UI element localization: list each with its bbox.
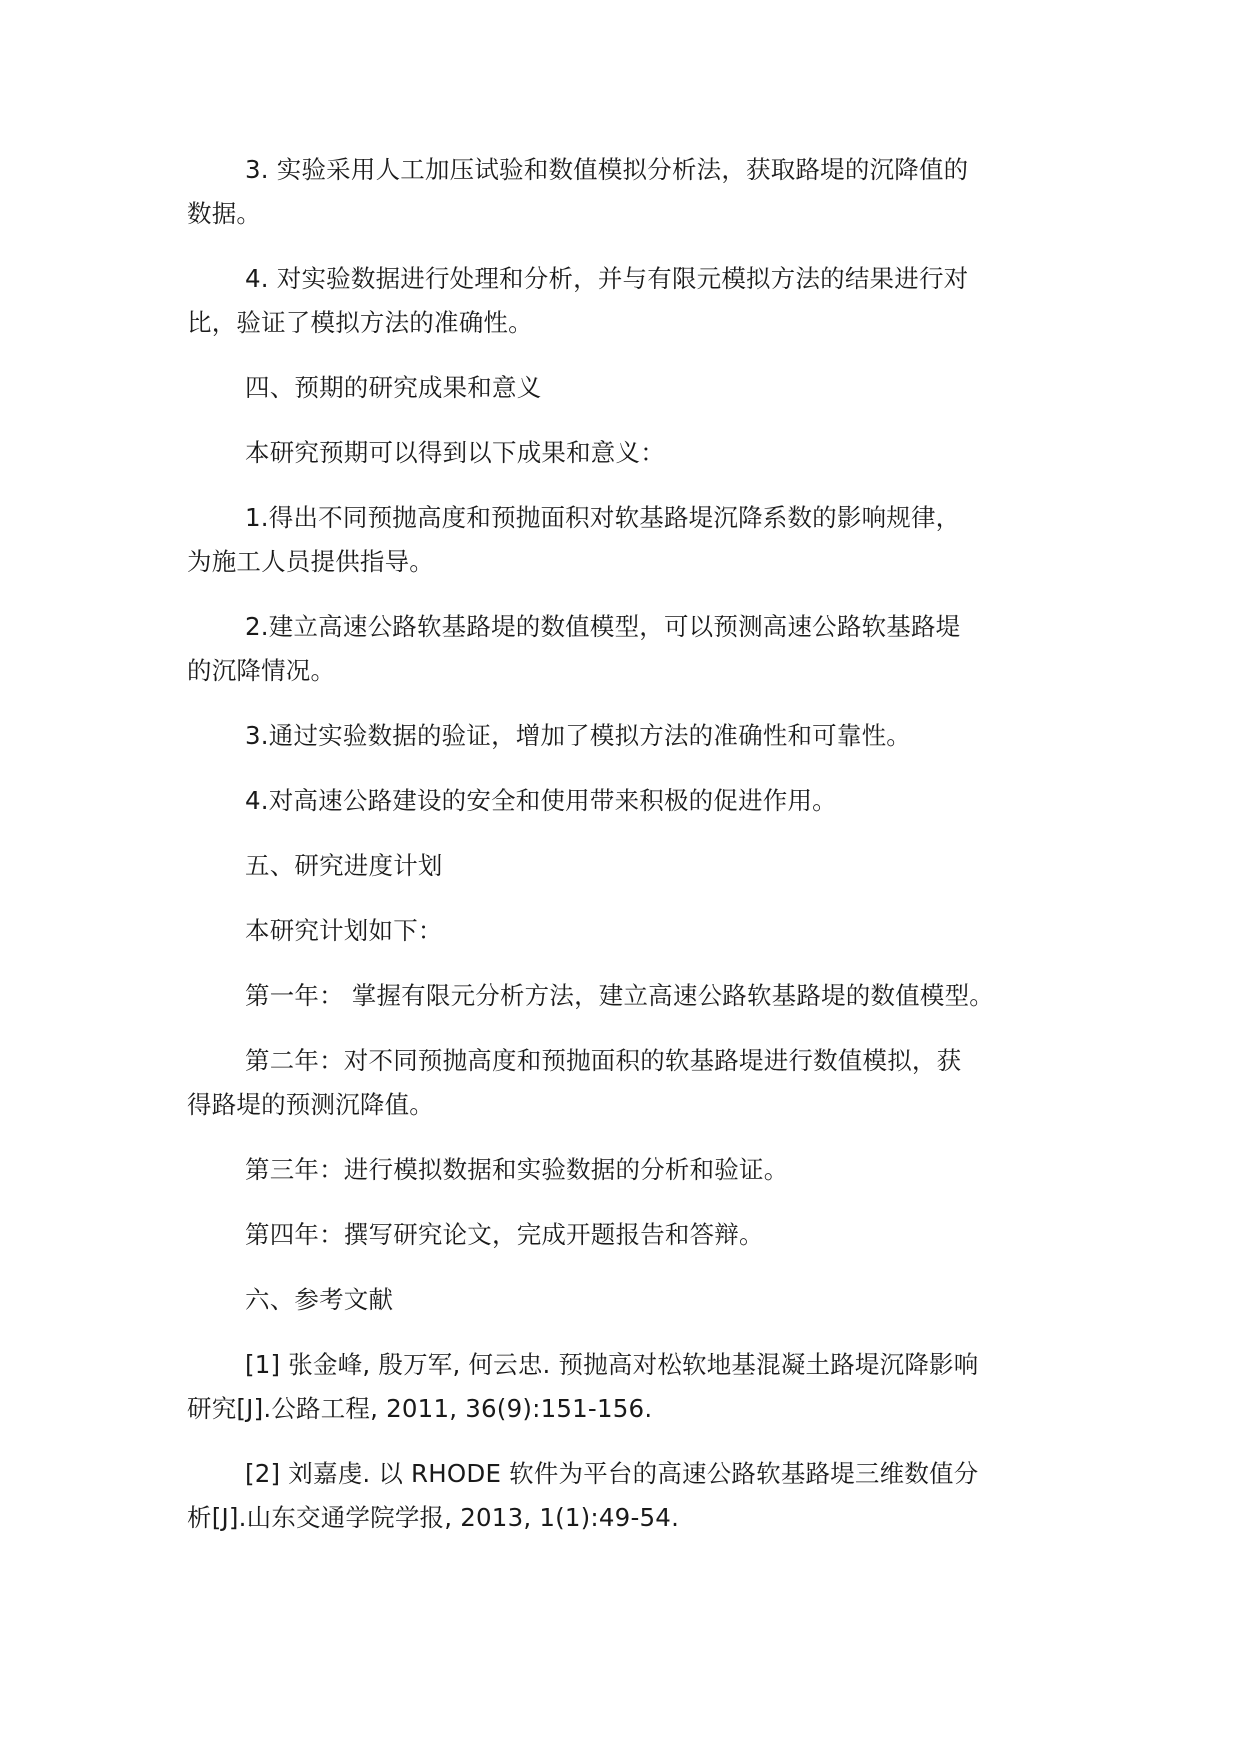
text-line: 第一年： 掌握有限元分析方法，建立高速公路软基路堤的数值模型。 [245,981,994,1010]
text-line: 比，验证了模拟方法的准确性。 [187,308,533,337]
text-line: 1.得出不同预抛高度和预抛面积对软基路堤沉降系数的影响规律， [245,503,961,532]
text-line: 得路堤的预测沉降值。 [187,1090,434,1119]
text-line: 第三年：进行模拟数据和实验数据的分析和验证。 [245,1155,789,1184]
paragraph-year-1 [187,974,1067,1018]
text-line: 研究[J].公路工程, 2011, 36(9):151-156. [187,1394,653,1423]
text-line: 第四年：撰写研究论文，完成开题报告和答辩。 [245,1220,764,1249]
text-line: 五、研究进度计划 [245,851,443,880]
text-line: [2] 刘嘉虔. 以 RHODE 软件为平台的高速公路软基路堤三维数值分 [245,1459,979,1488]
text-line: 3.通过实验数据的验证，增加了模拟方法的准确性和可靠性。 [245,721,911,750]
paragraph-result-1 [187,496,1067,584]
text-line: 2.建立高速公路软基路堤的数值模型，可以预测高速公路软基路堤 [245,612,961,641]
text-line: 本研究预期可以得到以下成果和意义： [245,438,665,467]
paragraph-intro-results [187,431,1067,475]
paragraph-year-4 [187,1213,1067,1257]
text-line: 的沉降情况。 [187,656,336,685]
text-line: 3. 实验采用人工加压试验和数值模拟分析法，获取路堤的沉降值的 [245,155,969,184]
text-line: 六、参考文献 [245,1285,394,1314]
paragraph-result-4 [187,779,1067,823]
document-page [187,148,1067,1561]
text-line: 本研究计划如下： [245,916,443,945]
paragraph-method-4 [187,257,1067,345]
section-heading-4 [187,366,1067,410]
text-line: 数据。 [187,199,262,228]
paragraph-year-3 [187,1148,1067,1192]
text-line: 4.对高速公路建设的安全和使用带来积极的促进作用。 [245,786,837,815]
section-heading-5 [187,844,1067,888]
paragraph-year-2 [187,1039,1067,1127]
text-line: [1] 张金峰, 殷万军, 何云忠. 预抛高对松软地基混凝土路堤沉降影响 [245,1350,979,1379]
text-line: 析[J].山东交通学院学报, 2013, 1(1):49-54. [187,1503,680,1532]
reference-2 [187,1452,1067,1540]
text-line: 四、预期的研究成果和意义 [245,373,542,402]
paragraph-plan-intro [187,909,1067,953]
text-line: 4. 对实验数据进行处理和分析，并与有限元模拟方法的结果进行对 [245,264,969,293]
text-line: 第二年：对不同预抛高度和预抛面积的软基路堤进行数值模拟，获 [245,1046,962,1075]
paragraph-method-3 [187,148,1067,236]
reference-1 [187,1343,1067,1431]
paragraph-result-3 [187,714,1067,758]
paragraph-result-2 [187,605,1067,693]
section-heading-6 [187,1278,1067,1322]
text-line: 为施工人员提供指导。 [187,547,434,576]
